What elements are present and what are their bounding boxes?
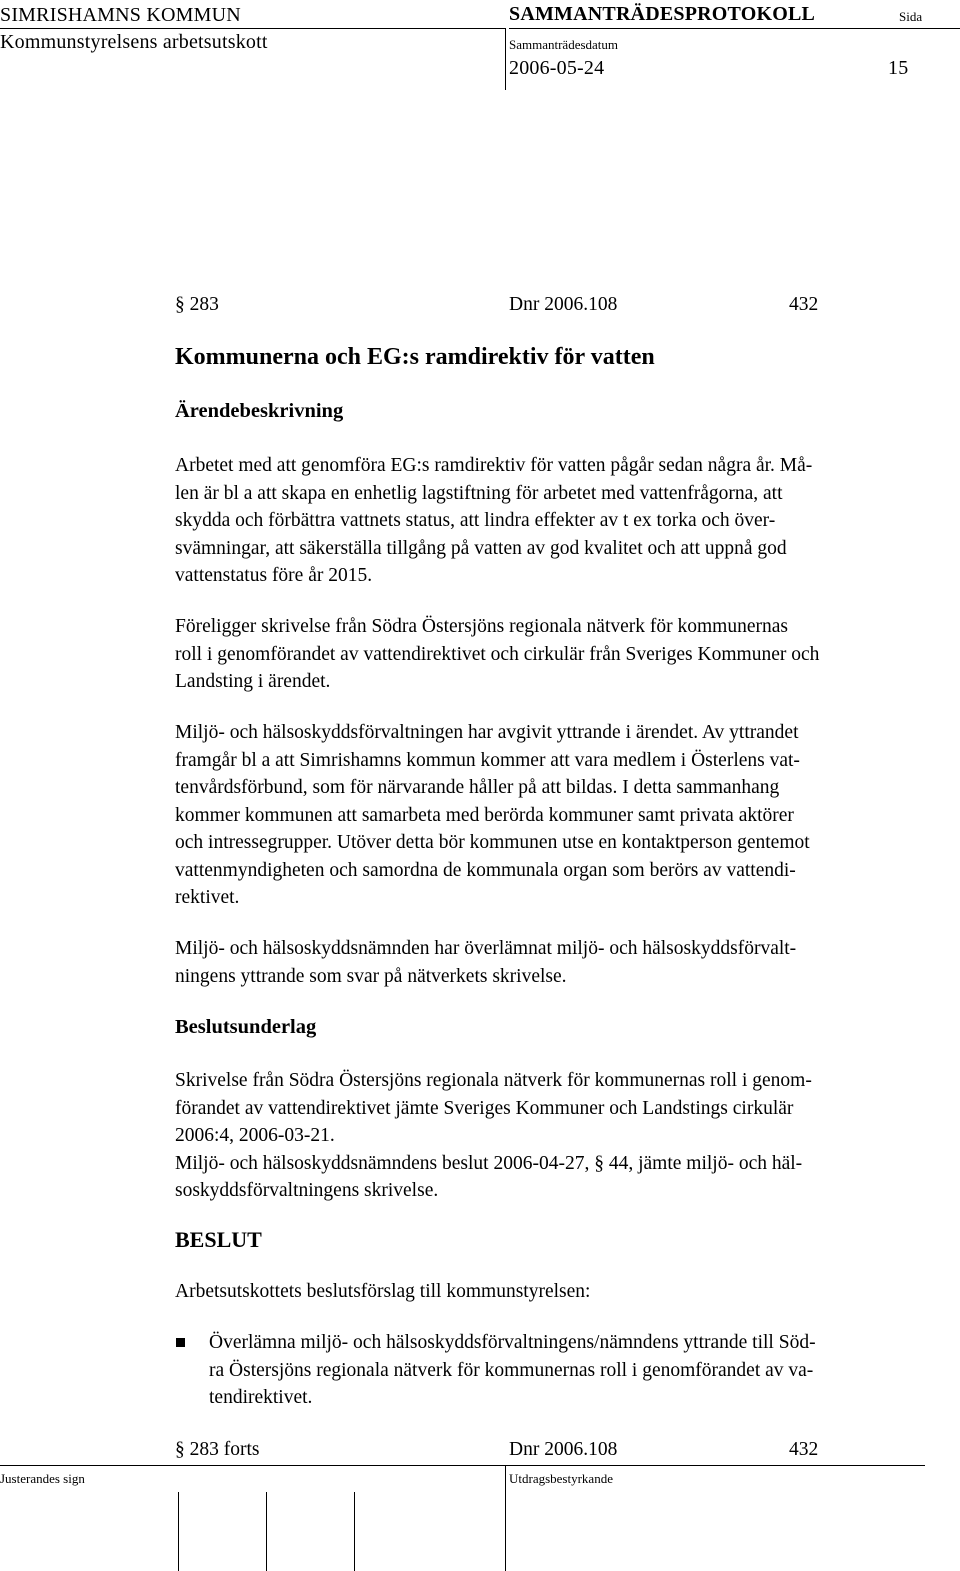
description-paragraph-2 [175, 613, 955, 696]
text-line: och intressegrupper. Utöver detta bör kommunen utse en kontaktperson gentemot [175, 832, 810, 853]
text-line: len är bl a att skapa en enhetlig lagstiftning för arbetet med vattenfrågorna, att [175, 482, 783, 504]
text-line: rektivet. [175, 887, 240, 908]
signature-box-divider [266, 1492, 267, 1571]
case-title: Kommunerna och EG:s ramdirektiv för vatten [175, 344, 655, 370]
text-line: svämningar, att säkerställa tillgång på vatten av god kvalitet och att uppnå god [175, 537, 787, 559]
case-code: 432 [789, 294, 819, 315]
decision-heading: BESLUT [175, 1227, 262, 1252]
text-line: tendirektivet. [209, 1387, 313, 1408]
meeting-date-label: Sammanträdesdatum [509, 37, 619, 52]
text-line: roll i genomförandet av vattendirektivet och cirkulär från Sveriges Kommuner och [175, 643, 820, 665]
header-divider-right [509, 28, 960, 29]
case-dnr: Dnr 2006.108 [509, 294, 618, 315]
text-line: ra Östersjöns regionala nätverk för kommunernas roll i genomförandet av va- [209, 1359, 814, 1381]
text-line: tenvårdsförbund, som för närvarande håller på att bildas. I detta sammanhang [175, 777, 780, 798]
text-line: vattenmyndigheten och samordna de kommunala organ som berörs av vattendi- [175, 859, 796, 881]
text-line: Miljö- och hälsoskyddsnämnden har överlämnat miljö- och hälsoskyddsförvalt- [175, 938, 797, 959]
footer-divider [0, 1465, 925, 1466]
continuation-dnr: Dnr 2006.108 [509, 1439, 618, 1460]
continuation-code: 432 [789, 1439, 819, 1460]
meeting-date: 2006-05-24 [509, 57, 605, 79]
decision-bullet-text [209, 1329, 954, 1412]
bullet-square-icon [176, 1338, 185, 1347]
signature-box-divider [178, 1492, 179, 1571]
text-line: Miljö- och hälsoskyddsförvaltningen har avgivit yttrande i ärendet. Av yttrandet [175, 722, 799, 743]
text-line: Arbetet med att genomföra EG:s ramdirektiv för vatten pågår sedan några år. Må- [175, 455, 813, 476]
basis-heading: Beslutsunderlag [175, 1016, 317, 1038]
description-paragraph-1 [175, 452, 955, 590]
protocol-title: SAMMANTRÄDESPROTOKOLL [509, 3, 816, 25]
case-paragraph-number: § 283 [175, 294, 219, 315]
description-paragraph-4 [175, 935, 955, 990]
description-paragraph-3 [175, 719, 955, 912]
decision-intro: Arbetsutskottets beslutsförslag till kommunstyrelsen: [175, 1281, 591, 1302]
text-line: Landsting i ärendet. [175, 671, 331, 692]
description-heading: Ärendebeskrivning [175, 400, 344, 422]
basis-paragraph [175, 1067, 955, 1205]
page-number: 15 [888, 57, 909, 79]
text-line: Föreligger skrivelse från Södra Östersjöns regionala nätverk för kommunernas [175, 616, 788, 637]
extract-certification-label: Utdragsbestyrkande [509, 1471, 613, 1486]
committee-name: Kommunstyrelsens arbetsutskott [0, 31, 268, 53]
text-line: Skrivelse från Södra Östersjöns regionala nätverk för kommunernas roll i genom- [175, 1070, 812, 1091]
signature-box-divider [505, 1465, 506, 1571]
text-line: framgår bl a att Simrishamns kommun kommer att vara medlem i Österlens vat- [175, 749, 800, 771]
text-line: skydda och förbättra vattnets status, att lindra effekter av t ex torka och över- [175, 510, 776, 531]
justify-signature-label: Justerandes sign [0, 1471, 85, 1486]
header-vertical-divider [505, 28, 506, 90]
text-line: vattenstatus före år 2015. [175, 565, 373, 586]
continuation-paragraph: § 283 forts [175, 1439, 260, 1460]
text-line: förandet av vattendirektivet jämte Sveriges Kommuner och Landstings cirkulär [175, 1097, 794, 1119]
text-line: soskyddsförvaltningens skrivelse. [175, 1180, 439, 1201]
page-label: Sida [899, 9, 923, 24]
municipality-name: SIMRISHAMNS KOMMUN [0, 4, 241, 26]
header-divider-left [0, 28, 505, 29]
text-line: 2006:4, 2006-03-21. [175, 1125, 335, 1146]
text-line: Överlämna miljö- och hälsoskyddsförvaltningens/nämndens yttrande till Söd- [209, 1332, 816, 1353]
text-line: Miljö- och hälsoskyddsnämndens beslut 2006-04-27, § 44, jämte miljö- och häl- [175, 1152, 803, 1174]
signature-box-divider [354, 1492, 355, 1571]
text-line: ningens yttrande som svar på nätverkets skrivelse. [175, 965, 567, 987]
text-line: kommer kommunen att samarbeta med berörda kommuner samt privata aktörer [175, 804, 794, 826]
